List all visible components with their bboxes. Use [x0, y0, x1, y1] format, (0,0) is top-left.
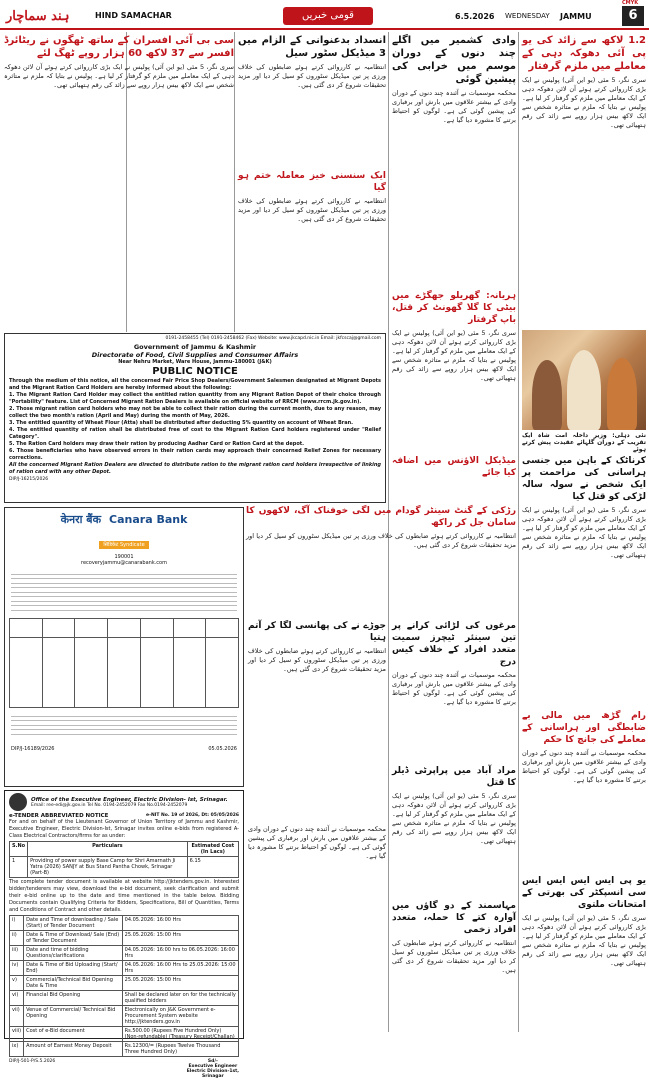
- notice-footer: All the concerned Migrant Ration Dealers are directed to distribute ration to the migrant ration card holders irrespective of linking of ration card with any other Depot.: [9, 462, 381, 475]
- story-upsssc: [522, 875, 646, 1040]
- notice-address: Near Nehru Market, Ware House, Jammu-180001 (J&K): [118, 359, 272, 365]
- story-body: انتظامیہ نے کارروائی کرتے ہوئے ضابطوں کی خلاف ورزی پر تین میڈیکل سٹوروں کو سیل کر دیا اور مزید تحقیقات شروع کر دی گئی ہیں۔: [238, 197, 386, 223]
- story-body: سری نگر، 5 مئی (یو این آئی) پولیس نے ایک بڑی کارروائی کرتے ہوئے آن لائن دھوکہ دہی کے ایک معاملے میں ملزم کو گرفتار کر لیا ہے۔ پولیس نے بتایا کہ ملزم نے متاثرہ شخص سے ایک لاکھ بیس ہزار روپے سے زائد کی رقم ہتھیائی تھی۔: [522, 914, 646, 967]
- schedule-value: 04.05.2026: 16:00 Hrs: [122, 916, 238, 931]
- public-notice-jk: [4, 333, 386, 503]
- notice-directorate: Directorate of Food, Civil Supplies and Consumer Affairs: [91, 351, 299, 359]
- story-headline: ایک سنسنی خیز معاملہ ختم ہو گیا: [238, 171, 386, 193]
- ee-nit: e-NIT No. 19 of 2026, Dt: 05/05/2026: [146, 813, 239, 818]
- issue-day: WEDNESDAY: [505, 12, 550, 20]
- schedule-no: viii): [10, 1027, 24, 1042]
- story-headline: 1.2 لاکھ سے زائد کی یو پی آئی دھوکہ دہی کے معاملے میں ملزم گرفتار: [522, 35, 646, 72]
- schedule-label: Date and Time of downloading / Sale (Start) of Tender Document: [24, 916, 123, 931]
- ee-email: Email: ree-edi@jk.gov.in Tel No. 0194-2452079 Fax No.0194-2452079: [31, 802, 188, 808]
- etender-notice: [4, 790, 244, 1079]
- work-cost: 6.15: [187, 857, 238, 878]
- story-body: سری نگر، 5 مئی (یو این آئی) پولیس نے ایک بڑی کارروائی کرتے ہوئے آن لائن دھوکہ دہی کے ایک معاملے میں ملزم کو گرفتار کر لیا ہے۔ پولیس نے بتایا کہ ملزم نے متاثرہ شخص سے ایک لاکھ بیس ہزار روپے سے زائد کی رقم ہتھیائی تھی۔: [522, 76, 646, 129]
- ee-division: Electric Division-1st,: [186, 1069, 239, 1074]
- schedule-no: ix): [10, 1042, 24, 1057]
- schedule-row: [10, 931, 239, 946]
- schedule-row: [10, 946, 239, 961]
- schedule-value: Rs.12300/= (Rupees Twelve Thousand Three Hundred Only): [122, 1042, 238, 1057]
- story-headline: یو پی ایس ایس ایس ایس سی انسپکٹر کی بھرتی کے امتحانات ملتوی: [522, 876, 646, 910]
- story-body: انتظامیہ نے کارروائی کرتے ہوئے ضابطوں کی خلاف ورزی پر تین میڈیکل سٹوروں کو سیل کر دیا اور مزید تحقیقات شروع کر دی گئی ہیں۔: [238, 63, 386, 89]
- story-headline: کرناٹک کے باہن میں جنسی ہراسانی کی مزاحمت پر ایک شخص نے سولہ سالہ لڑکی کو قتل کیا: [522, 456, 646, 502]
- schedule-row: [10, 1006, 239, 1027]
- story-headline: مرغوں کی لڑائی کرانے پر تین سینئر ٹیچرز سمیت متعدد افراد کے خلاف کیس درج: [392, 621, 516, 667]
- edition-city: JAMMU: [560, 12, 592, 21]
- story-mahasamund: [392, 900, 516, 1040]
- schedule-no: vii): [10, 1006, 24, 1027]
- story-headline: جوڑے نے کی پھانسی لگا کر آتم ہتیا: [248, 621, 386, 643]
- col-particulars: Particulars: [28, 842, 188, 857]
- schedule-label: Cost of e-Bid document: [24, 1027, 123, 1042]
- schedule-label: Financial Bid Opening: [24, 991, 123, 1006]
- bank-notice-terms: [5, 710, 243, 746]
- story-headline: وادی کشمیر میں اگلے چند دنوں کے دوران موسم میں خرابی کی پیشین گوئی: [392, 35, 516, 85]
- schedule-label: Date & Time of Download/ Sale (End) of Tender Document: [24, 931, 123, 946]
- story-karnataka: [522, 455, 646, 705]
- story-body: سری نگر، 5 مئی (یو این آئی) پولیس نے ایک بڑی کارروائی کرتے ہوئے آن لائن دھوکہ دہی کے ایک معاملے میں ملزم کو گرفتار کر لیا ہے۔ پولیس نے بتایا کہ ملزم نے متاثرہ شخص سے ایک لاکھ بیس ہزار روپے سے زائد کی رقم ہتھیائی تھی۔: [522, 506, 646, 559]
- work-sno: 1: [10, 857, 28, 878]
- story-headline: سی بی آئی افسران کے ساتھ ٹھگوں نے ریٹائرڈ افسر سے 37 لاکھ 60 ہزار روپے ٹھگ لئے: [4, 35, 234, 59]
- notice-point: 3. The entitled quantity of Wheat Flour (Atta) shall be distributed after deducting 5% quantity on account of Wheat Bran.: [9, 420, 354, 426]
- schedule-label: Date and time of bidding Questions/clarifications: [24, 946, 123, 961]
- notice-point: 1. The Migrant Ration Card Holder may collect the entitled ration quantity from any Migrant Ration Depot of their choice through "Portability" feature. List of Concerned Migrant Ration Dealers is available on official website of RRCM (www.rrcm.jk.gov.in).: [9, 392, 381, 405]
- masthead: [0, 0, 649, 30]
- news-photo: [522, 330, 646, 430]
- story-headline: رڑکی کے گنٹ سینٹر گودام میں لگی خوفناک آگ، لاکھوں کا سامان جل کر راکھ: [246, 506, 516, 528]
- story-headline: ہریانہ: گھریلو جھگڑے میں بیٹی کا گلا گھونٹ کر قتل، باپ گرفتار: [392, 291, 516, 325]
- ee-body: The complete tender document is available at website http://jktenders.gov.in. Interested bidder/tenderers may view, download the e-bid document, seek clarification and submit their e-bid online up to the date and time mentioned in the table below. Bidding Documents contain Qualifying Criteria for Bidders, Specifications, Bill of Quantities, Terms and Conditions of Contract and other details.: [9, 879, 239, 913]
- emblem-icon: [9, 793, 27, 811]
- schedule-label: Date & Time of Bid Uploading (Start/ End): [24, 961, 123, 976]
- schedule-row: [10, 991, 239, 1006]
- schedule-no: ii): [10, 931, 24, 946]
- notice-point: 5. The Ration Card holders may draw their ration by producing Aadhar Card or Ration Card at the depot.: [9, 441, 305, 447]
- story-roorkee-fire: [246, 505, 516, 615]
- bank-email: recoveryjammu@canarabank.com: [81, 560, 167, 566]
- story-body: انتظامیہ نے کارروائی کرتے ہوئے ضابطوں کی خلاف ورزی پر تین میڈیکل سٹوروں کو سیل کر دیا اور مزید تحقیقات شروع کر دی گئی ہیں۔: [248, 647, 386, 673]
- ee-intro: For and on behalf of the Lieutenant Governor of Union Territory of Jammu and Kashmir, Executive Engineer, Electric Division-Ist, Srinagar invites online e-bids from registered A-Class Electrical Contractors/firms for as under:: [9, 819, 239, 839]
- notice-title: PUBLIC NOTICE: [152, 366, 238, 377]
- story-body: محکمہ موسمیات نے آئندہ چند دنوں کے دوران وادی کے بیشتر علاقوں میں بارش اور برفباری کی پیشین گوئی کی ہے۔ لوگوں کو احتیاط برتنے کا مشورہ دیا گیا ہے۔: [248, 825, 386, 860]
- story-headline: انسداد بدعنوانی کے الزام میں 3 میڈیکل سٹور سیل: [238, 35, 386, 59]
- bank-auction-table: [9, 618, 239, 708]
- story-cbi-fraud: [4, 34, 234, 324]
- story-couple: [248, 620, 386, 820]
- schedule-row: [10, 976, 239, 991]
- story-cockfight: [392, 620, 516, 760]
- story-allowance: [392, 455, 516, 500]
- schedule-value: Rs.500.00 (Rupees Five Hundred Only) (Non-refundable) (Treasury Receipt/Challan): [122, 1027, 238, 1042]
- story-body: سری نگر، 5 مئی (یو این آئی) پولیس نے ایک بڑی کارروائی کرتے ہوئے آن لائن دھوکہ دہی کے ایک معاملے میں ملزم کو گرفتار کر لیا ہے۔ پولیس نے بتایا کہ ملزم نے متاثرہ شخص سے ایک لاکھ بیس ہزار روپے سے زائد کی رقم ہتھیائی تھی۔: [392, 329, 516, 382]
- schedule-value: 25.05.2026: 15:00 Hrs: [122, 976, 238, 991]
- notice-intro: Through the medium of this notice, all the concerned Fair Price Shop Dealers/Government Salesmen designated at Migrant Depots and the Migrant Ration Card Holders are hereby informed about the following:: [9, 378, 381, 391]
- publisher-name: HIND SAMACHAR: [95, 11, 172, 20]
- col-cost: Estimated Cost (In Lacs): [187, 842, 238, 857]
- schedule-no: vi): [10, 991, 24, 1006]
- story-headline: مراد آباد میں پراپرٹی ڈیلر کا قتل: [392, 766, 516, 788]
- ee-works-table: [9, 841, 239, 878]
- schedule-value: Electronically on J&K Government e-Procurement System website http://jktenders.gov.in: [122, 1006, 238, 1027]
- cmyk-mark: CMYK: [622, 0, 639, 6]
- bank-ref: DIP/J-16189/2026: [11, 746, 55, 752]
- notice-point: 6. Those beneficiaries who have observed errors in their ration cards may approach their concerned Relief Zones for necessary corrections.: [9, 448, 381, 461]
- story-body: انتظامیہ نے کارروائی کرتے ہوئے ضابطوں کی خلاف ورزی پر تین میڈیکل سٹوروں کو سیل کر دیا اور مزید تحقیقات شروع کر دی گئی ہیں۔: [392, 939, 516, 974]
- schedule-label: Commercial/Technical Bid Opening Date & Time: [24, 976, 123, 991]
- schedule-value: 04.05.2026: 16:00 Hrs to 25.05.2026: 15:00 Hrs: [122, 961, 238, 976]
- bank-code: 190001: [114, 554, 134, 560]
- story-weather: [392, 34, 516, 314]
- bank-date: 05.05.2026: [208, 746, 237, 752]
- schedule-row: [10, 1042, 239, 1057]
- story-haryana: [392, 290, 516, 450]
- story-sensational-case: [238, 170, 386, 330]
- ee-signatory: Executive Engineer: [188, 1064, 238, 1069]
- schedule-no: iv): [10, 961, 24, 976]
- col-sno: S.No: [10, 842, 28, 857]
- story-body: سری نگر، 5 مئی (یو این آئی) پولیس نے ایک بڑی کارروائی کرتے ہوئے آن لائن دھوکہ دہی کے ایک معاملے میں ملزم کو گرفتار کر لیا ہے۔ پولیس نے بتایا کہ ملزم نے متاثرہ شخص سے ایک لاکھ بیس ہزار روپے سے زائد کی رقم ہتھیائی تھی۔: [4, 63, 234, 89]
- notice-point: 4. The entitled quantity of ration shall be distributed free of cost to the Migrant Ration Card holders registered under "Relief Category".: [9, 427, 381, 440]
- photo-caption: نئی دہلی: وزیر داخلہ امت شاہ ایک تقریب کے دوران گلہائے عقیدت پیش کرتے ہوئے: [522, 432, 646, 453]
- ee-dip: DIP/J-501-P/S.5.2026: [9, 1059, 56, 1064]
- ee-office: Office of the Executive Engineer, Electric Division- Ist, Srinagar.: [31, 796, 228, 803]
- schedule-value: 25.05.2026: 15:00 Hrs: [122, 931, 238, 946]
- work-desc: Providing of power supply Base Camp for Shri Amarnath Ji Yatra (2026) SANJY at Bus Stand Pantha Chowk, Srinagar (Part-B): [28, 857, 188, 878]
- canara-bank-notice: [4, 507, 244, 787]
- notice-ref: DIP/J-16215/2026: [9, 477, 49, 482]
- story-headline: رام گڑھ میں مالی بے ضابطگی اور ہراسانی کے معاملے کی جانچ کا حکم: [522, 711, 646, 745]
- story-body: محکمہ موسمیات نے آئندہ چند دنوں کے دوران وادی کے بیشتر علاقوں میں بارش اور برفباری کی پیشین گوئی کی ہے۔ لوگوں کو احتیاط برتنے کا مشورہ دیا گیا ہے۔: [392, 671, 516, 706]
- story-headline: میڈیکل الاؤنس میں اضافہ کیا جائے: [392, 456, 516, 478]
- story-body: سری نگر، 5 مئی (یو این آئی) پولیس نے ایک بڑی کارروائی کرتے ہوئے آن لائن دھوکہ دہی کے ایک معاملے میں ملزم کو گرفتار کر لیا ہے۔ پولیس نے بتایا کہ ملزم نے متاثرہ شخص سے ایک لاکھ بیس ہزار روپے سے زائد کی رقم ہتھیائی تھی۔: [392, 792, 516, 845]
- story-upi-fraud: [522, 34, 646, 324]
- schedule-label: Amount of Earnest Money Deposit: [24, 1042, 123, 1057]
- schedule-row: [10, 961, 239, 976]
- schedule-value: 04.05.2026: 16:00 hrs to 06.05.2026: 16:00 Hrs: [122, 946, 238, 961]
- bank-name: Canara Bank: [109, 513, 188, 526]
- ee-title: e-TENDER ABBREVIATED NOTICE: [9, 813, 109, 819]
- bank-tagline: सिंडिकेट Syndicate: [99, 541, 148, 549]
- story-moradabad: [392, 765, 516, 895]
- ee-place: Srinagar: [201, 1074, 224, 1079]
- schedule-row: [10, 1027, 239, 1042]
- ee-schedule-table: [9, 915, 239, 1057]
- story-body: محکمہ موسمیات نے آئندہ چند دنوں کے دوران وادی کے بیشتر علاقوں میں بارش اور برفباری کی پیشین گوئی کی ہے۔ لوگوں کو احتیاط برتنے کا مشورہ دیا گیا ہے۔: [392, 89, 516, 124]
- brand-logo: ہند سماچار: [6, 9, 70, 24]
- story-ramgarh: [522, 710, 646, 870]
- section-title: قومی خبریں: [283, 7, 373, 25]
- schedule-no: i): [10, 916, 24, 931]
- schedule-label: Venue of Commercial/ Technical Bid Opening: [24, 1006, 123, 1027]
- schedule-no: v): [10, 976, 24, 991]
- notice-org: Government of Jammu & Kashmir: [133, 343, 257, 351]
- notice-point: 2. Those migrant ration card holders who may not be able to collect their ration during the current month, due to any reason, may collect the two month's ration (April and May) during the month of May, 2026.: [9, 406, 381, 419]
- notice-contact: 0191-2458455 (Tel) 0191-2458462 (Fax) Website: www.jkcapd.nic.in Email: jkfcscaj@gmail.com: [165, 336, 381, 341]
- page-number: 6: [622, 6, 644, 26]
- story-filler: [248, 825, 386, 1039]
- schedule-value: Shall be declared later on for the technically qualified bidders: [122, 991, 238, 1006]
- story-body: محکمہ موسمیات نے آئندہ چند دنوں کے دوران وادی کے بیشتر علاقوں میں بارش اور برفباری کی پیشین گوئی کی ہے۔ لوگوں کو احتیاط برتنے کا مشورہ دیا گیا ہے۔: [522, 749, 646, 784]
- story-medical-stores: [238, 34, 386, 164]
- ee-sd: Sd/-: [207, 1059, 218, 1064]
- bank-name-hindi: केनरा बैंक: [60, 513, 102, 526]
- schedule-row: [10, 916, 239, 931]
- story-body: انتظامیہ نے کارروائی کرتے ہوئے ضابطوں کی خلاف ورزی پر تین میڈیکل سٹوروں کو سیل کر دیا اور مزید تحقیقات شروع کر دی گئی ہیں۔: [246, 532, 516, 549]
- schedule-no: iii): [10, 946, 24, 961]
- issue-date: 6.5.2026: [455, 12, 495, 21]
- story-headline: مہاسمند کے دو گاؤں میں آوارہ کتے کا حملہ، متعدد افراد زخمی: [392, 901, 516, 935]
- bank-notice-body: [5, 566, 243, 616]
